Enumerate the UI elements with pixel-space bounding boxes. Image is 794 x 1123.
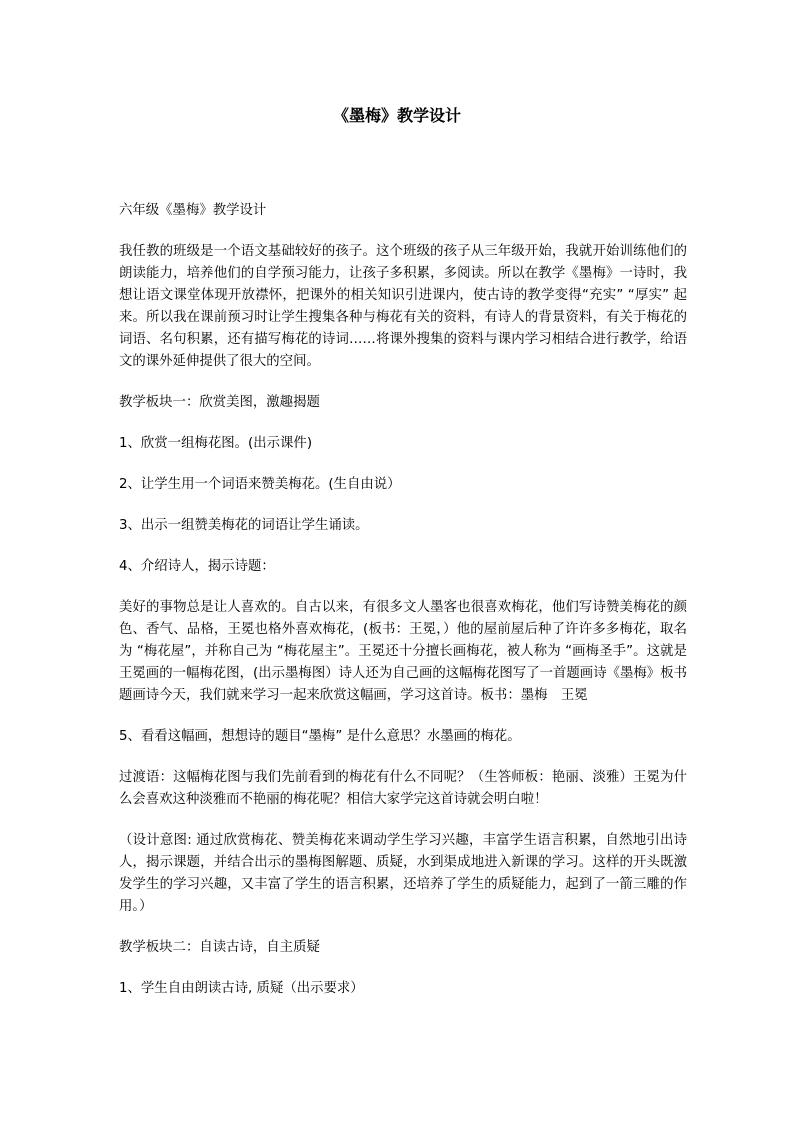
list-item-5: 5、看看这幅画，想想诗的题目“墨梅” 是什么意思？水墨画的梅花。	[119, 729, 521, 744]
list-item-6: 1、学生自由朗读古诗, 质疑（出示要求）	[119, 981, 364, 996]
intro-paragraph: 我任教的班级是一个语文基础较好的孩子。这个班级的孩子从三年级开始，我就开始训练他们的朗读能力，培养他们的自学预习能力，让孩子多积累，多阅读。所以在教学《墨梅》一诗时，我想让语文课堂体现开放襟怀，把课外的相关知识引进课内，使古诗的教学变得“充实” “厚实” 起来。所以我在课前预习时让学生搜集各种与梅花有关的资料，有诗人的背景资料，有关于梅花的词语、名句积累，还有描写梅花的诗词……将课外搜集的资料与课内学习相结合进行教学，给语文的课外延伸提供了很大的空间。	[119, 244, 687, 369]
list-item-2: 2、让学生用一个词语来赞美梅花。(生自由说）	[119, 477, 401, 492]
document-body	[119, 200, 687, 1019]
list-item-4: 4、介绍诗人，揭示诗题：	[119, 559, 275, 574]
subtitle-paragraph: 六年级《墨梅》教学设计	[119, 203, 267, 218]
transition-paragraph: 过渡语：这幅梅花图与我们先前看到的梅花有什么不同呢？（生答师板：艳丽、淡雅）王冕为什么会喜欢这种淡雅而不艳丽的梅花呢？相信大家学完这首诗就会明白啦！	[119, 770, 687, 807]
design-intent-paragraph: （设计意图: 通过欣赏梅花、赞美梅花来调动学生学习兴趣，丰富学生语言积累，自然地引出诗人，揭示课题，并结合出示的墨梅图解题、质疑，水到渠成地进入新课的学习。这样的开头既激发学生的学习兴趣，又丰富了学生的语言积累，还培养了学生的质疑能力，起到了一箭三雕的作用。）	[119, 833, 687, 914]
poet-intro-paragraph: 美好的事物总是让人喜欢的。自古以来，有很多文人墨客也很喜欢梅花，他们写诗赞美梅花的颜色、香气、品格，王冕也格外喜欢梅花，(板书：王冕，）他的屋前屋后种了许许多多梅花，取名为 “梅花屋”，并称自己为 “梅花屋主”。王冕还十分擅长画梅花，被人称为 “画梅圣手”。这就是王冕画的一幅梅花图，(出示墨梅图）诗人还为自己画的这幅梅花图写了一首题画诗《墨梅》板书 题画诗今天，我们就来学习一起来欣赏这幅画，学习这首诗。板书：墨梅 王冕	[119, 600, 687, 703]
list-item-3: 3、出示一组赞美梅花的词语让学生诵读。	[119, 518, 369, 533]
document-title: 《墨梅》教学设计	[332, 106, 461, 125]
section-heading-1: 教学板块一：欣赏美图，激趣揭题	[119, 395, 320, 410]
section-heading-2: 教学板块二：自读古诗，自主质疑	[119, 940, 320, 955]
list-item-1: 1、欣赏一组梅花图。(出示课件)	[119, 436, 313, 451]
